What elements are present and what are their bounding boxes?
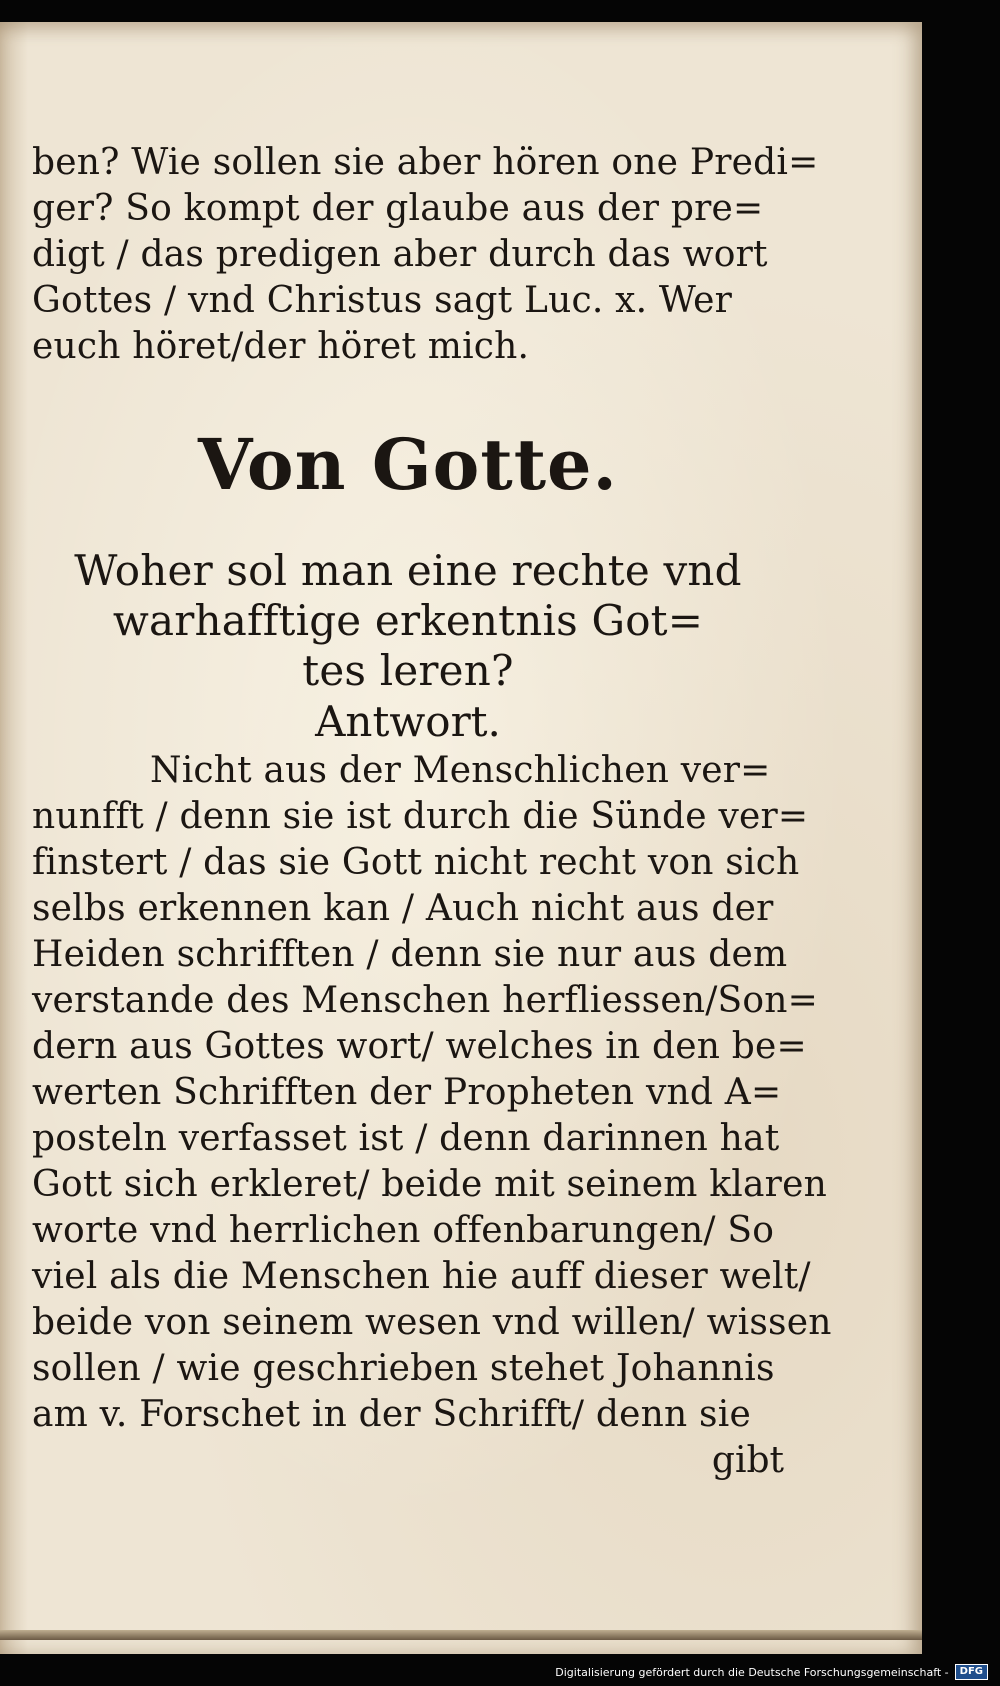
intro-paragraph <box>32 140 819 370</box>
digitization-credit <box>555 1664 988 1680</box>
book-page <box>0 22 922 1654</box>
dfg-logo: DFG <box>955 1664 988 1680</box>
text-line: euch höret/der höret mich. <box>32 326 530 367</box>
text-line: finstert / das sie Gott nicht recht von sich <box>32 842 800 883</box>
text-line: ger? So kompt der glaube aus der pre= <box>32 188 764 229</box>
answer-label: Antwort. <box>315 697 501 746</box>
catchword: gibt <box>711 1440 784 1481</box>
text-line: posteln verfasset ist / denn darinnen hat <box>32 1118 780 1159</box>
text-line: viel als die Menschen hie auff dieser welt/ <box>32 1256 811 1297</box>
text-line: sollen / wie geschrieben stehet Johannis <box>32 1348 775 1389</box>
text-line: Nicht aus der Menschlichen ver= <box>150 750 771 791</box>
text-line: Gottes / vnd Christus sagt Luc. x. Wer <box>32 280 733 321</box>
text-line: beide von seinem wesen vnd willen/ wissen <box>32 1302 832 1343</box>
text-line: worte vnd herrlichen offenbarungen/ So <box>32 1210 775 1251</box>
question-block <box>32 546 784 696</box>
question-line: tes leren? <box>302 646 514 695</box>
text-line: dern aus Gottes wort/ welches in den be= <box>32 1026 807 1067</box>
text-line: am v. Forschet in der Schrifft/ denn sie <box>32 1394 751 1435</box>
text-line: nunfft / denn sie ist durch die Sünde ver= <box>32 796 809 837</box>
credit-text: Digitalisierung gefördert durch die Deutsche Forschungsgemeinschaft - <box>555 1665 949 1679</box>
answer-paragraph <box>32 748 832 1438</box>
question-line: Woher sol man eine rechte vnd <box>74 546 742 595</box>
section-heading: Von Gotte. <box>198 423 618 506</box>
text-line: ben? Wie sollen sie aber hören one Predi= <box>32 142 819 183</box>
question-line: warhafftige erkentnis Got= <box>112 596 704 645</box>
text-line: verstande des Menschen herfliessen/Son= <box>32 980 819 1021</box>
text-line: selbs erkennen kan / Auch nicht aus der <box>32 888 774 929</box>
text-line: Gott sich erkleret/ beide mit seinem klaren <box>32 1164 827 1205</box>
text-line: werten Schrifften der Propheten vnd A= <box>32 1072 782 1113</box>
page-edge <box>0 1630 922 1640</box>
text-line: digt / das predigen aber durch das wort <box>32 234 768 275</box>
text-line: Heiden schrifften / denn sie nur aus dem <box>32 934 788 975</box>
page-text <box>32 140 832 1484</box>
